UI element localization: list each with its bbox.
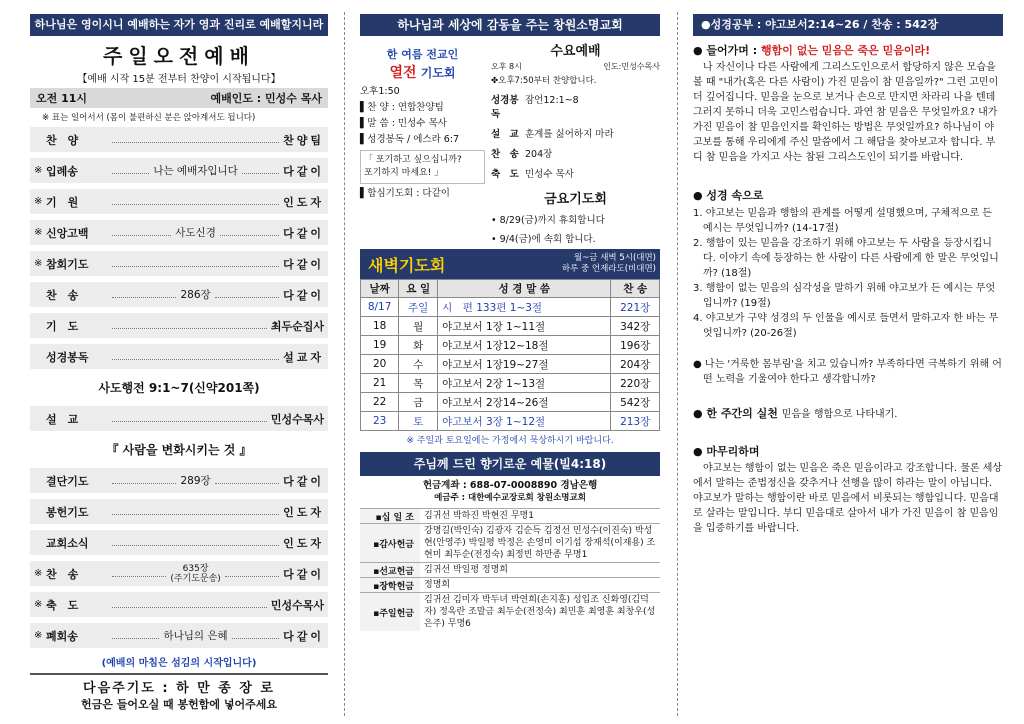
next-prayer-leader: 다음주기도 : 하 만 종 장 로: [83, 681, 275, 696]
announcements-column: [360, 14, 660, 714]
offering-row: [360, 562, 660, 577]
question-list: [693, 206, 1003, 341]
service-time: 오전 11시: [36, 92, 88, 105]
order-label: 기 원: [46, 195, 79, 209]
order-person: 다같이: [283, 226, 324, 240]
table-cell-hymn: 542장: [611, 393, 660, 412]
order-item: [30, 530, 328, 555]
order-person: 다같이: [283, 567, 325, 581]
order-mark: ※: [34, 568, 43, 579]
offering-names: 김귀선 김미자 박두녀 박연희(손지훈) 성입조 신화영(김덕자) 정옥란 조말금 최두순(전정숙) 최민훈 최영훈 최창우(성은주) 무명6: [424, 595, 656, 629]
order-detail: 하나님의 은혜: [163, 630, 228, 642]
offering-names: 김귀선 박일평 정명희: [424, 565, 508, 575]
order-detail-line: 635장: [182, 563, 209, 574]
order-item: [30, 127, 328, 152]
order-label: 결단기도: [46, 474, 89, 488]
page-title: 주일오전예배: [103, 44, 255, 68]
account-holder: 예금주 : 대한예수교장로회 창원소명교회: [434, 493, 586, 503]
order-person: 인도자: [283, 195, 324, 209]
question-item: 2. 행함이 있는 믿음을 강조하기 위해 야고보는 두 사람을 등장시킵니다. 이야기 속에 등장하는 한 사람이 다른 사람에게 한 말은 무엇입니까? (18절): [693, 238, 999, 279]
wed-row: [491, 92, 660, 120]
offering-list: [360, 508, 660, 631]
wed-row-value: 잠언12:1~8: [525, 95, 579, 106]
table-header: 성 경 말 씀: [438, 280, 611, 298]
table-cell-hymn: 196장: [611, 336, 660, 355]
wed-row: [491, 166, 660, 180]
wed-row-label: 설 교: [491, 129, 519, 140]
order-item: [30, 406, 328, 431]
order-label: 축 도: [46, 598, 79, 612]
offering-type: ▪주일헌금: [360, 593, 420, 631]
mission-quote: 「 포기하고 싶으십니까? 포기하지 마세요! 」: [360, 150, 485, 184]
reflection-question: ● 나는 '거룩한 몸부림'을 치고 있습니까? 부족하다면 극복하기 위해 어떤 노력을 기울여야 한다고 생각합니까?: [693, 359, 1002, 385]
table-row: [361, 336, 660, 355]
order-detail: 나는 예배자입니다: [153, 165, 238, 177]
fri-note: • 9/4(금)에 속회 합니다.: [491, 234, 596, 245]
question-item: 3. 행함이 없는 믿음의 심각성을 말하기 위해 야고보가 든 예시는 무엇입니까? (19절): [693, 283, 996, 309]
table-cell-date: 21: [361, 374, 399, 393]
wed-row-value: 204장: [525, 149, 553, 160]
table-cell-text: 야고보서 2장 1~13절: [438, 374, 611, 393]
table-row: [361, 393, 660, 412]
order-list: [30, 468, 328, 648]
subtitle: 【예배 시작 15분 전부터 찬양이 시작됩니다】: [77, 74, 281, 85]
closing-text: 야고보는 행함이 없는 믿음은 죽은 믿음이라고 강조합니다. 물론 세상에서 말하는 준법정신을 갖추거나 선행을 많이 하라는 말이 아닙니다. 야고보가 말하는 행함이란 바로 믿음에서 비롯되는 행함입니다. 믿음대로 살라는 말입니다. 부디 믿음대로 살아서 내가 가진 믿음이 참 믿음임을 입증하기를 바랍니다.: [693, 463, 1003, 534]
column-divider: [344, 12, 345, 716]
table-cell-text: 야고보서 1장12~18절: [438, 336, 611, 355]
order-item: [30, 313, 328, 338]
mission-praise: ▌찬 양 : 연합찬양팀: [360, 102, 444, 113]
table-cell-date: 23: [361, 412, 399, 431]
order-person: 다같이: [283, 164, 324, 178]
inside-heading: ● 성경 속으로: [693, 189, 764, 202]
wed-row-value: 훈계를 싫어하지 마라: [525, 129, 614, 140]
meetings-section: [360, 40, 660, 245]
order-label: 입례송: [46, 164, 78, 178]
intro-heading: ● 들어가며 : 행함이 없는 믿음은 죽은 믿음이라!: [693, 44, 931, 57]
order-detail: 사도신경: [175, 227, 216, 239]
table-header: 찬 송: [611, 280, 660, 298]
table-cell-text: 야고보서 3장 1~12절: [438, 412, 611, 431]
table-cell-text: 시 편 133편 1~3절: [438, 298, 611, 317]
mission-title: 열전 기도회: [389, 65, 456, 81]
order-label: 성경봉독: [46, 350, 89, 364]
banner: 하나님은 영이시니 예배하는 자가 영과 진리로 예배할지니라: [30, 14, 328, 36]
sermon-title: 『 사람을 변화시키는 것 』: [106, 443, 252, 457]
offering-note: 헌금은 들어오실 때 봉헌함에 넣어주세요: [81, 698, 277, 711]
offering-row: [360, 508, 660, 523]
end-note: (예배의 마침은 섬김의 시작입니다): [101, 658, 257, 669]
offering-names: 김귀선 박하진 박현진 무명1: [424, 511, 534, 521]
table-cell-day: 금: [399, 393, 438, 412]
order-item: [30, 251, 328, 276]
wed-time: 오후 8시: [491, 62, 522, 71]
order-label: 기 도: [46, 319, 79, 333]
table-cell-day: 화: [399, 336, 438, 355]
order-label: 설 교: [46, 412, 79, 426]
table-cell-hymn: 221장: [611, 298, 660, 317]
order-label: 찬 송: [46, 567, 79, 581]
table-cell-day: 수: [399, 355, 438, 374]
wed-row: [491, 126, 660, 140]
order-item: [30, 468, 328, 493]
order-person: 민성수목사: [270, 598, 324, 612]
table-cell-hymn: 213장: [611, 412, 660, 431]
order-person: 인도자: [283, 505, 324, 519]
wed-title: 수요예배: [550, 44, 601, 59]
table-row: [361, 355, 660, 374]
worship-order-column: [30, 14, 328, 714]
order-label: 신앙고백: [46, 226, 89, 240]
offering-row: [360, 523, 660, 562]
practice-heading: ● 한 주간의 실천 믿음을 행함으로 나타내기.: [693, 407, 898, 420]
table-cell-text: 야고보서 1장19~27절: [438, 355, 611, 374]
order-item: [30, 220, 328, 245]
order-list: [30, 127, 328, 369]
order-item: [30, 592, 328, 617]
order-item: [30, 282, 328, 307]
service-leader: 예배인도 : 민성수 목사: [210, 92, 322, 105]
fri-note: • 8/29(금)까지 휴회합니다: [491, 215, 605, 226]
wed-leader: 인도:민성수목사: [603, 62, 660, 71]
dawn-note: ※ 주일과 토요일에는 가정에서 묵상하시기 바랍니다.: [406, 436, 614, 446]
order-detail: 289장: [180, 475, 211, 487]
table-cell-hymn: 220장: [611, 374, 660, 393]
next-week-box: [30, 673, 328, 712]
offering-type: ▪장학헌금: [360, 578, 420, 592]
order-label: 찬 양: [46, 133, 79, 147]
mission-prayer: ▌합심기도회 : 다같이: [360, 188, 450, 199]
order-label: 봉헌기도: [46, 505, 89, 519]
wed-row: [491, 146, 660, 160]
order-mark: ※: [34, 258, 43, 269]
offering-type: ▪십 일 조: [360, 509, 420, 523]
order-item: [30, 561, 328, 586]
order-detail: [170, 564, 221, 584]
order-item: [30, 158, 328, 183]
order-detail: 286장: [180, 289, 211, 301]
order-person: 최두순집사: [270, 319, 324, 333]
offering-row: [360, 592, 660, 631]
table-cell-hymn: 204장: [611, 355, 660, 374]
wed-row-label: 축 도: [491, 169, 519, 180]
order-mark: ※: [34, 227, 43, 238]
order-person: 찬양팀: [283, 133, 324, 147]
order-mark: ※: [34, 196, 43, 207]
intro-text: 나 자신이나 다른 사람에게 그리스도인으로서 합당하지 않은 모습을 볼 때 "내가(혹은 다른 사람이) 가진 믿음이 참 믿음일까?" 그런 고민이 더 깊어집니다. 믿음을 눈으로 보거나 손으로 만지면 차라리 나을 텐데 그러지 못하니 더욱 고민스럽습니다. 과연 참 믿음은 무엇일까요? 내가 가진 믿음이 참 믿음인지를 확인하는 방법은 무엇일까요? 하나님이 야고보를 통해 우리에게 주신 말씀에서 그 해답을 찾아보고자 합니다. 부디 참 믿음을 가지고 사는 참된 그리스도인이 되기를 바랍니다.: [693, 62, 999, 163]
dawn-prayer-header: [360, 249, 660, 279]
table-cell-date: 8/17: [361, 298, 399, 317]
question-item: 1. 야고보는 믿음과 행함의 관계를 어떻게 설명했으며, 구체적으로 든 예시는 무엇입니까? (14-17절): [693, 208, 992, 234]
order-person: 민성수목사: [270, 412, 324, 426]
bible-study-column: [693, 14, 1003, 714]
table-cell-day: 목: [399, 374, 438, 393]
order-person: 설교자: [283, 350, 324, 364]
offering-names: 강명길(박인숙) 김광자 김순득 김정선 민성수(이진숙) 박성현(안영주) 박일평 박정은 손영미 이기섭 장재석(이재용) 조현미 최두순(전정숙) 최정빈 하만종 무명1: [424, 526, 656, 560]
study-header: ●성경공부 : 야고보서2:14~26 / 찬송 : 542장: [693, 14, 1003, 36]
time-bar: [30, 88, 328, 108]
order-person: 다같이: [283, 474, 325, 488]
question-item: 4. 야고보가 구약 성경의 두 인물을 예시로 들면서 말하고자 한 바는 무엇입니까? (20-26절): [693, 313, 999, 339]
dawn-title: 새벽기도회: [368, 255, 446, 275]
table-cell-date: 19: [361, 336, 399, 355]
table-cell-day: 토: [399, 412, 438, 431]
table-cell-text: 야고보서 1장 1~11절: [438, 317, 611, 336]
table-cell-date: 20: [361, 355, 399, 374]
table-cell-day: 주일: [399, 298, 438, 317]
wed-row-label: 찬 송: [491, 149, 519, 160]
order-label: 폐회송: [46, 629, 78, 643]
offering-type: ▪감사헌금: [360, 524, 420, 562]
offering-names: 정명희: [424, 580, 451, 590]
table-row: [361, 374, 660, 393]
table-header: 날짜: [361, 280, 399, 298]
order-item: [30, 499, 328, 524]
order-mark: ※: [34, 630, 43, 641]
table-row: [361, 412, 660, 431]
summer-prayer-meeting: [360, 40, 485, 245]
column-divider: [677, 12, 678, 716]
order-label: 교회소식: [46, 536, 89, 550]
offering-title: 주님께 드린 향기로운 예물(빌4:18): [360, 452, 660, 476]
scripture-reference: 사도행전 9:1~7(신약201쪽): [98, 381, 260, 395]
mission-word: ▌말 씀 : 민성수 목사: [360, 118, 447, 129]
table-cell-date: 22: [361, 393, 399, 412]
wed-row-value: 민성수 목사: [525, 169, 574, 180]
wed-row-label: 성경봉독: [491, 95, 519, 120]
dawn-schedule-table: [360, 279, 660, 431]
wed-praise-note: ✤오후7:50부터 찬양합니다.: [491, 76, 597, 86]
account-number: 헌금계좌 : 688-07-0008890 경남은행: [422, 480, 598, 491]
table-cell-day: 월: [399, 317, 438, 336]
dawn-time: 하루 중 언제라도(비대면): [561, 264, 656, 274]
fri-title: 금요기도회: [544, 192, 607, 207]
order-item: [30, 344, 328, 369]
table-cell-hymn: 342장: [611, 317, 660, 336]
closing-heading: ● 마무리하며: [693, 445, 760, 458]
order-person: 인도자: [283, 536, 324, 550]
order-label: 찬 송: [46, 288, 79, 302]
wednesday-service: [485, 40, 660, 245]
mission-time: 오후1:50: [360, 86, 400, 97]
table-cell-text: 야고보서 2장14~26절: [438, 393, 611, 412]
mission-reading: ▌성경봉독 / 에스라 6:7: [360, 134, 460, 145]
order-label: 참회기도: [46, 257, 89, 271]
table-row: [361, 298, 660, 317]
order-item: [30, 189, 328, 214]
order-person: 다같이: [283, 288, 325, 302]
banner: 하나님과 세상에 감동을 주는 창원소명교회: [360, 14, 660, 36]
order-person: 다같이: [283, 257, 324, 271]
table-cell-date: 18: [361, 317, 399, 336]
order-detail-line: (주기도문송): [170, 573, 221, 584]
offering-type: ▪선교헌금: [360, 563, 420, 577]
order-person: 다같이: [283, 629, 324, 643]
mission-line: 한 여름 전교인: [386, 48, 459, 61]
table-row: [361, 317, 660, 336]
order-item: [30, 623, 328, 648]
table-header: 요 일: [399, 280, 438, 298]
dawn-time: 월~금 새벽 5시(대면): [573, 253, 656, 263]
standing-note: ※ 표는 일어서서 (몸이 불편하신 분은 앉아계셔도 됩니다): [42, 113, 256, 123]
offering-row: [360, 577, 660, 592]
order-mark: ※: [34, 599, 43, 610]
order-mark: ※: [34, 165, 43, 176]
